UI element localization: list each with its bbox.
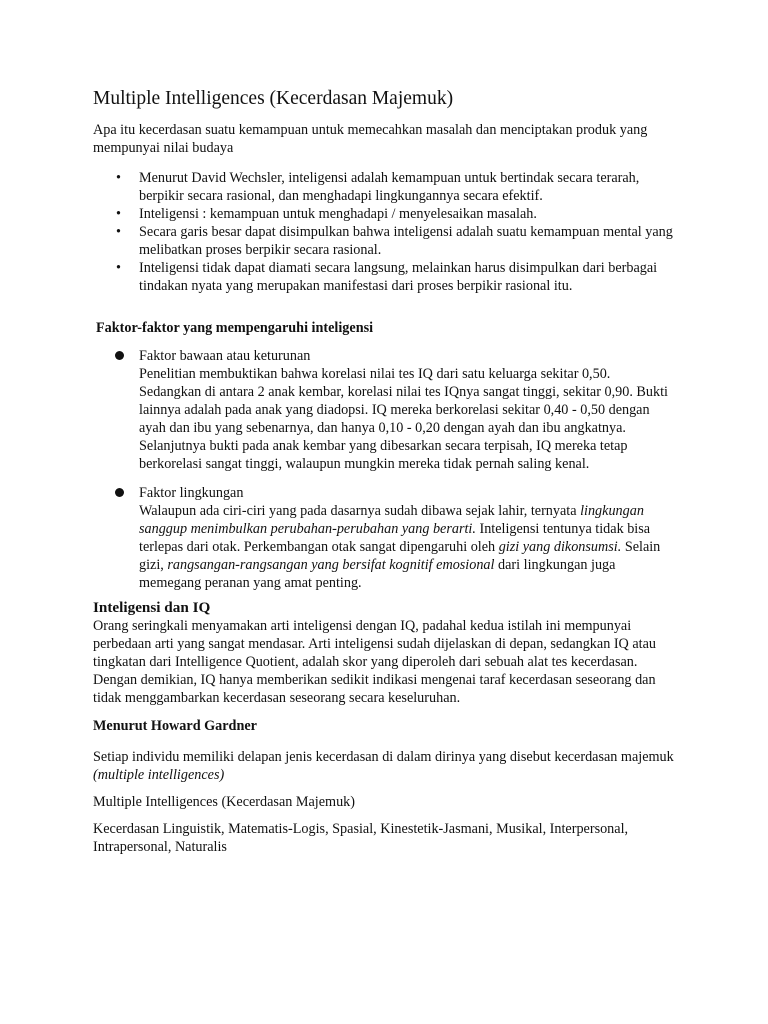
bullet-icon: • [116, 260, 121, 276]
document-title: Multiple Intelligences (Kecerdasan Majemuk) [93, 88, 454, 109]
filled-bullet-icon [115, 488, 124, 497]
faktor-lingkungan-title: Faktor lingkungan [139, 485, 244, 501]
setiap-paragraph: Setiap individu memiliki delapan jenis kecerdasan di dalam dirinya yang disebut kecerdasan majemuk (multiple intelligences) [93, 749, 674, 783]
faktor-bawaan-text: Penelitian membuktikan bahwa korelasi nilai tes IQ dari satu keluarga sekitar 0,50. Sedangkan di antara 2 anak kembar, korelasi nilai tes IQnya sangat tinggi, sekitar 0,90. Bukti lainnya adalah pada anak yang diadopsi. IQ mereka berkorelasi sekitar 0,40 - 0,50 dengan ayah dan ibu yang sebenarnya, dan hanya 0,10 - 0,20 dengan ayah dan ibu angkatnya. Selanjutnya bukti pada anak kembar yang dibesarkan secara terpisah, IQ mereka tetap berkorelasi sangat tinggi, walaupun mungkin mereka tidak pernah saling kenal. [139, 366, 668, 472]
iq-heading: Inteligensi dan IQ [93, 599, 211, 616]
filled-bullet-icon [115, 351, 124, 360]
faktor-bawaan-item [139, 347, 674, 473]
bullet-icon: • [116, 206, 121, 222]
kecerdasan-list: Kecerdasan Linguistik, Matematis-Logis, Spasial, Kinestetik-Jasmani, Musikal, Interpersonal, Intrapersonal, Naturalis [93, 821, 629, 855]
faktor-heading: Faktor-faktor yang mempengaruhi inteligensi [96, 320, 374, 336]
definition-list [93, 169, 674, 295]
intro-paragraph: Apa itu kecerdasan suatu kemampuan untuk memecahkan masalah dan menciptakan produk yang mempunyai nilai budaya [93, 122, 648, 156]
faktor-lingkungan-text: Walaupun ada ciri-ciri yang pada dasarnya sudah dibawa sejak lahir, ternyata lingkungan sanggup menimbulkan perubahan-perubahan yang berarti. Inteligensi tentunya tidak bisa terlepas dari otak. Perkembangan otak sangat dipengaruhi oleh gizi yang dikonsumsi. Selain gizi, rangsangan-rangsangan yang bersifat kognitif emosional dari lingkungan juga memegang peranan yang amat penting. [139, 503, 661, 591]
howard-heading: Menurut Howard Gardner [93, 718, 257, 734]
iq-paragraph: Orang seringkali menyamakan arti inteligensi dengan IQ, padahal kedua istilah ini mempunyai perbedaan arti yang sangat mendasar. Arti inteligensi sudah dijelaskan di depan, sedangkan IQ atau tingkatan dari Intelligence Quotient, adalah skor yang diperoleh dari sebuah alat tes kecerdasan. Dengan demikian, IQ hanya memberikan sedikit indikasi mengenai taraf kecerdasan seseorang dan tidak menggambarkan kecerdasan seseorang secara keseluruhan. [93, 618, 656, 706]
mi-line: Multiple Intelligences (Kecerdasan Majemuk) [93, 794, 355, 810]
faktor-list [93, 347, 674, 592]
bullet-icon: • [116, 224, 121, 240]
faktor-bawaan-title: Faktor bawaan atau keturunan [139, 348, 311, 364]
bullet-icon: • [116, 170, 121, 186]
list-item: • Inteligensi tidak dapat diamati secara langsung, melainkan harus disimpulkan dari berbagai tindakan nyata yang merupakan manifestasi dari proses berpikir rasional itu. [116, 260, 658, 294]
faktor-lingkungan-item [139, 484, 674, 592]
list-item: • Menurut David Wechsler, inteligensi adalah kemampuan untuk bertindak secara terarah, berpikir secara rasional, dan menghadapi lingkungannya secara efektif. [116, 170, 640, 204]
list-item: • Secara garis besar dapat disimpulkan bahwa inteligensi adalah suatu kemampuan mental yang melibatkan proses berpikir secara rasional. [116, 224, 673, 258]
list-item: • Inteligensi : kemampuan untuk menghadapi / menyelesaikan masalah. [116, 206, 537, 222]
